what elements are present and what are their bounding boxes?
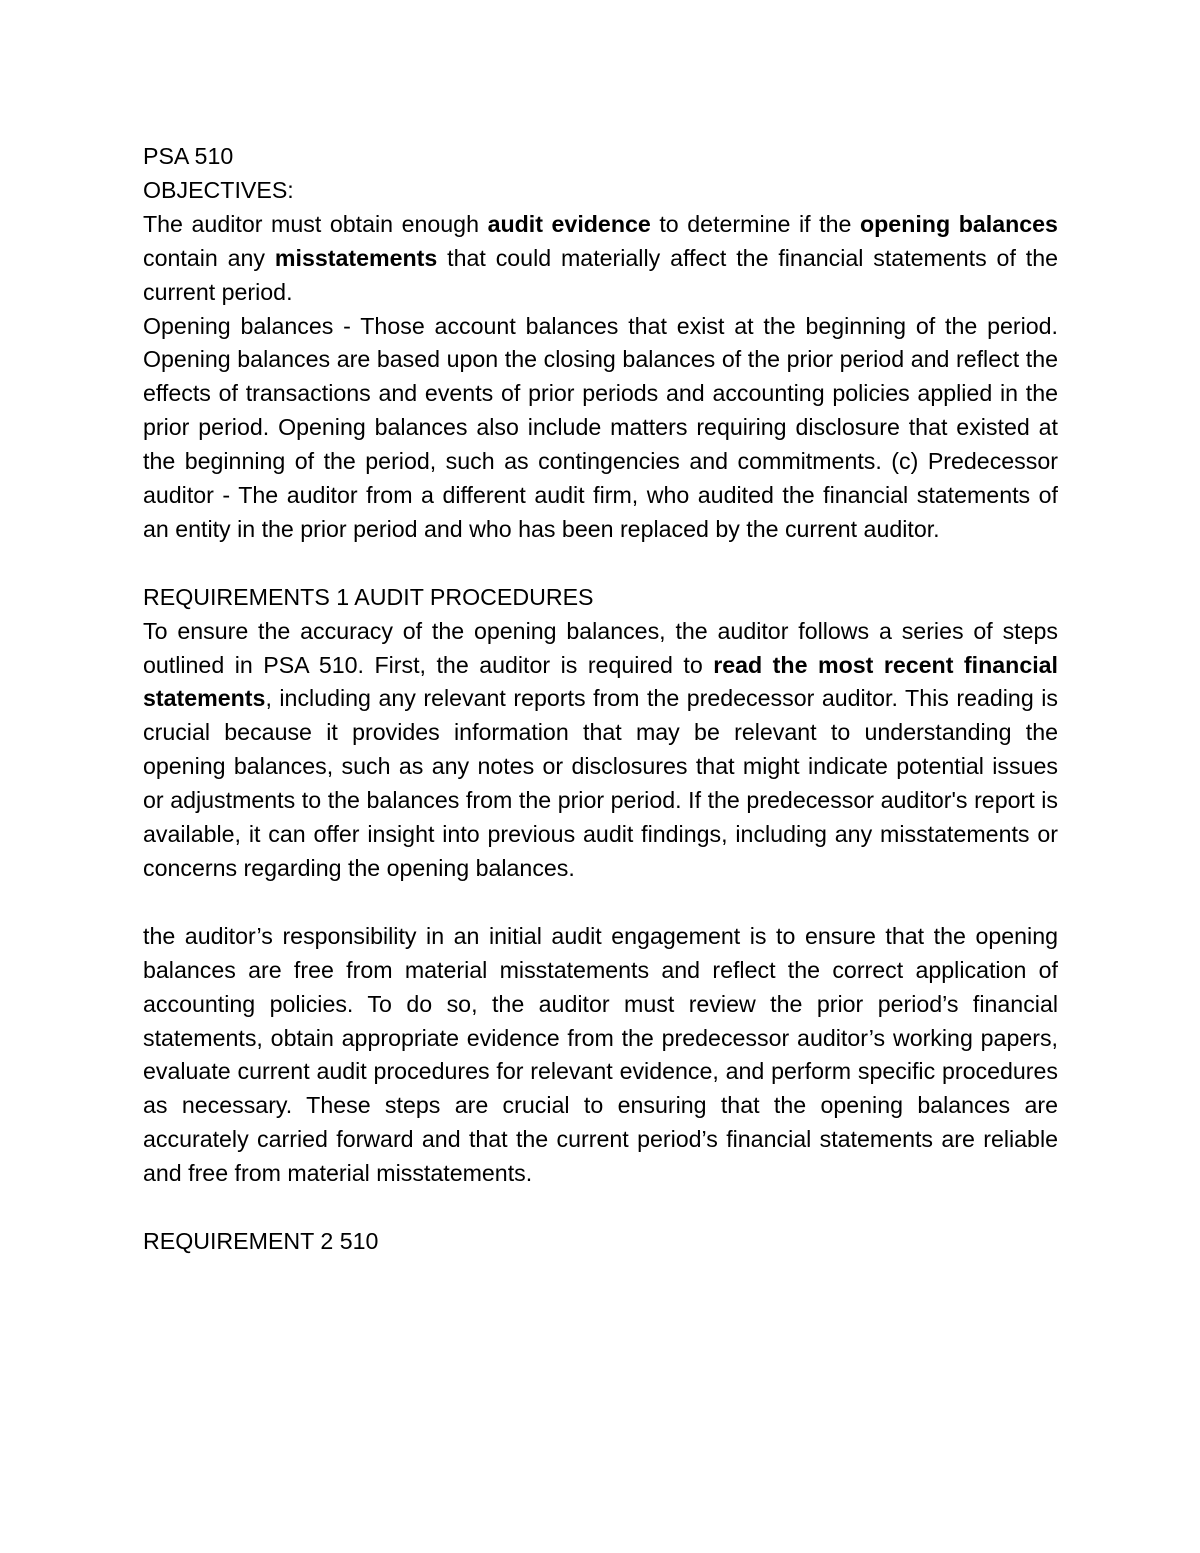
objective-text-3: contain any bbox=[143, 244, 275, 271]
objective-bold-opening-balances: opening balances bbox=[859, 210, 1058, 237]
paragraph-spacer bbox=[143, 886, 1058, 920]
requirements1-text-1: To ensure the accuracy of the opening balances, the auditor follows a series of steps outlined in PSA 510. First, the auditor is required to bbox=[143, 617, 1058, 678]
document-page bbox=[143, 140, 1058, 1259]
paragraph-spacer bbox=[143, 547, 1058, 581]
requirements1-paragraph bbox=[143, 615, 1058, 886]
document-title: PSA 510 bbox=[143, 143, 234, 169]
requirements1-bold-read-statements: read the most recent financial statements bbox=[143, 651, 1058, 712]
requirements1-heading: REQUIREMENTS 1 AUDIT PROCEDURES bbox=[143, 583, 594, 610]
objectives-heading: OBJECTIVES: bbox=[143, 176, 294, 203]
requirement2-heading: REQUIREMENT 2 510 bbox=[143, 1227, 379, 1254]
objective-text-4: that could materially affect the financial statements of the current period. bbox=[143, 244, 1058, 305]
objective-bold-misstatements: misstatements bbox=[274, 244, 438, 271]
objective-text-1: The auditor must obtain enough bbox=[143, 210, 488, 237]
requirements1-text-2: , including any relevant reports from the predecessor auditor. This reading is crucial because it provides information that may be relevant to understanding the opening balances, such as any notes or disclosures that might indicate potential issues or adjustments to the balances from the prior period. If the predecessor auditor's report is available, it can offer insight into previous audit findings, including any misstatements or concerns regarding the opening balances. bbox=[143, 685, 1058, 882]
definitions-paragraph: Opening balances - Those account balances that exist at the beginning of the period. Opening balances are based upon the closing balances of the prior period and reflect the effects of transactions and events of prior periods and accounting policies applied in the prior period. Opening balances also include matters requiring disclosure that existed at the beginning of the period, such as contingencies and commitments. (c) Predecessor auditor - The auditor from a different audit firm, who audited the financial statements of an entity in the prior period and who has been replaced by the current auditor. bbox=[143, 312, 1058, 542]
objective-bold-audit-evidence: audit evidence bbox=[487, 210, 651, 237]
paragraph-spacer bbox=[143, 1191, 1058, 1225]
objective-paragraph bbox=[143, 208, 1058, 310]
responsibility-paragraph: the auditor’s responsibility in an initial audit engagement is to ensure that the opening balances are free from material misstatements and reflect the correct application of accounting policies. To do so, the auditor must review the prior period’s financial statements, obtain appropriate evidence from the predecessor auditor’s working papers, evaluate current audit procedures for relevant evidence, and perform specific procedures as necessary. These steps are crucial to ensuring that the opening balances are accurately carried forward and that the current period’s financial statements are reliable and free from material misstatements. bbox=[143, 922, 1058, 1187]
objective-text-2: to determine if the bbox=[650, 210, 860, 237]
